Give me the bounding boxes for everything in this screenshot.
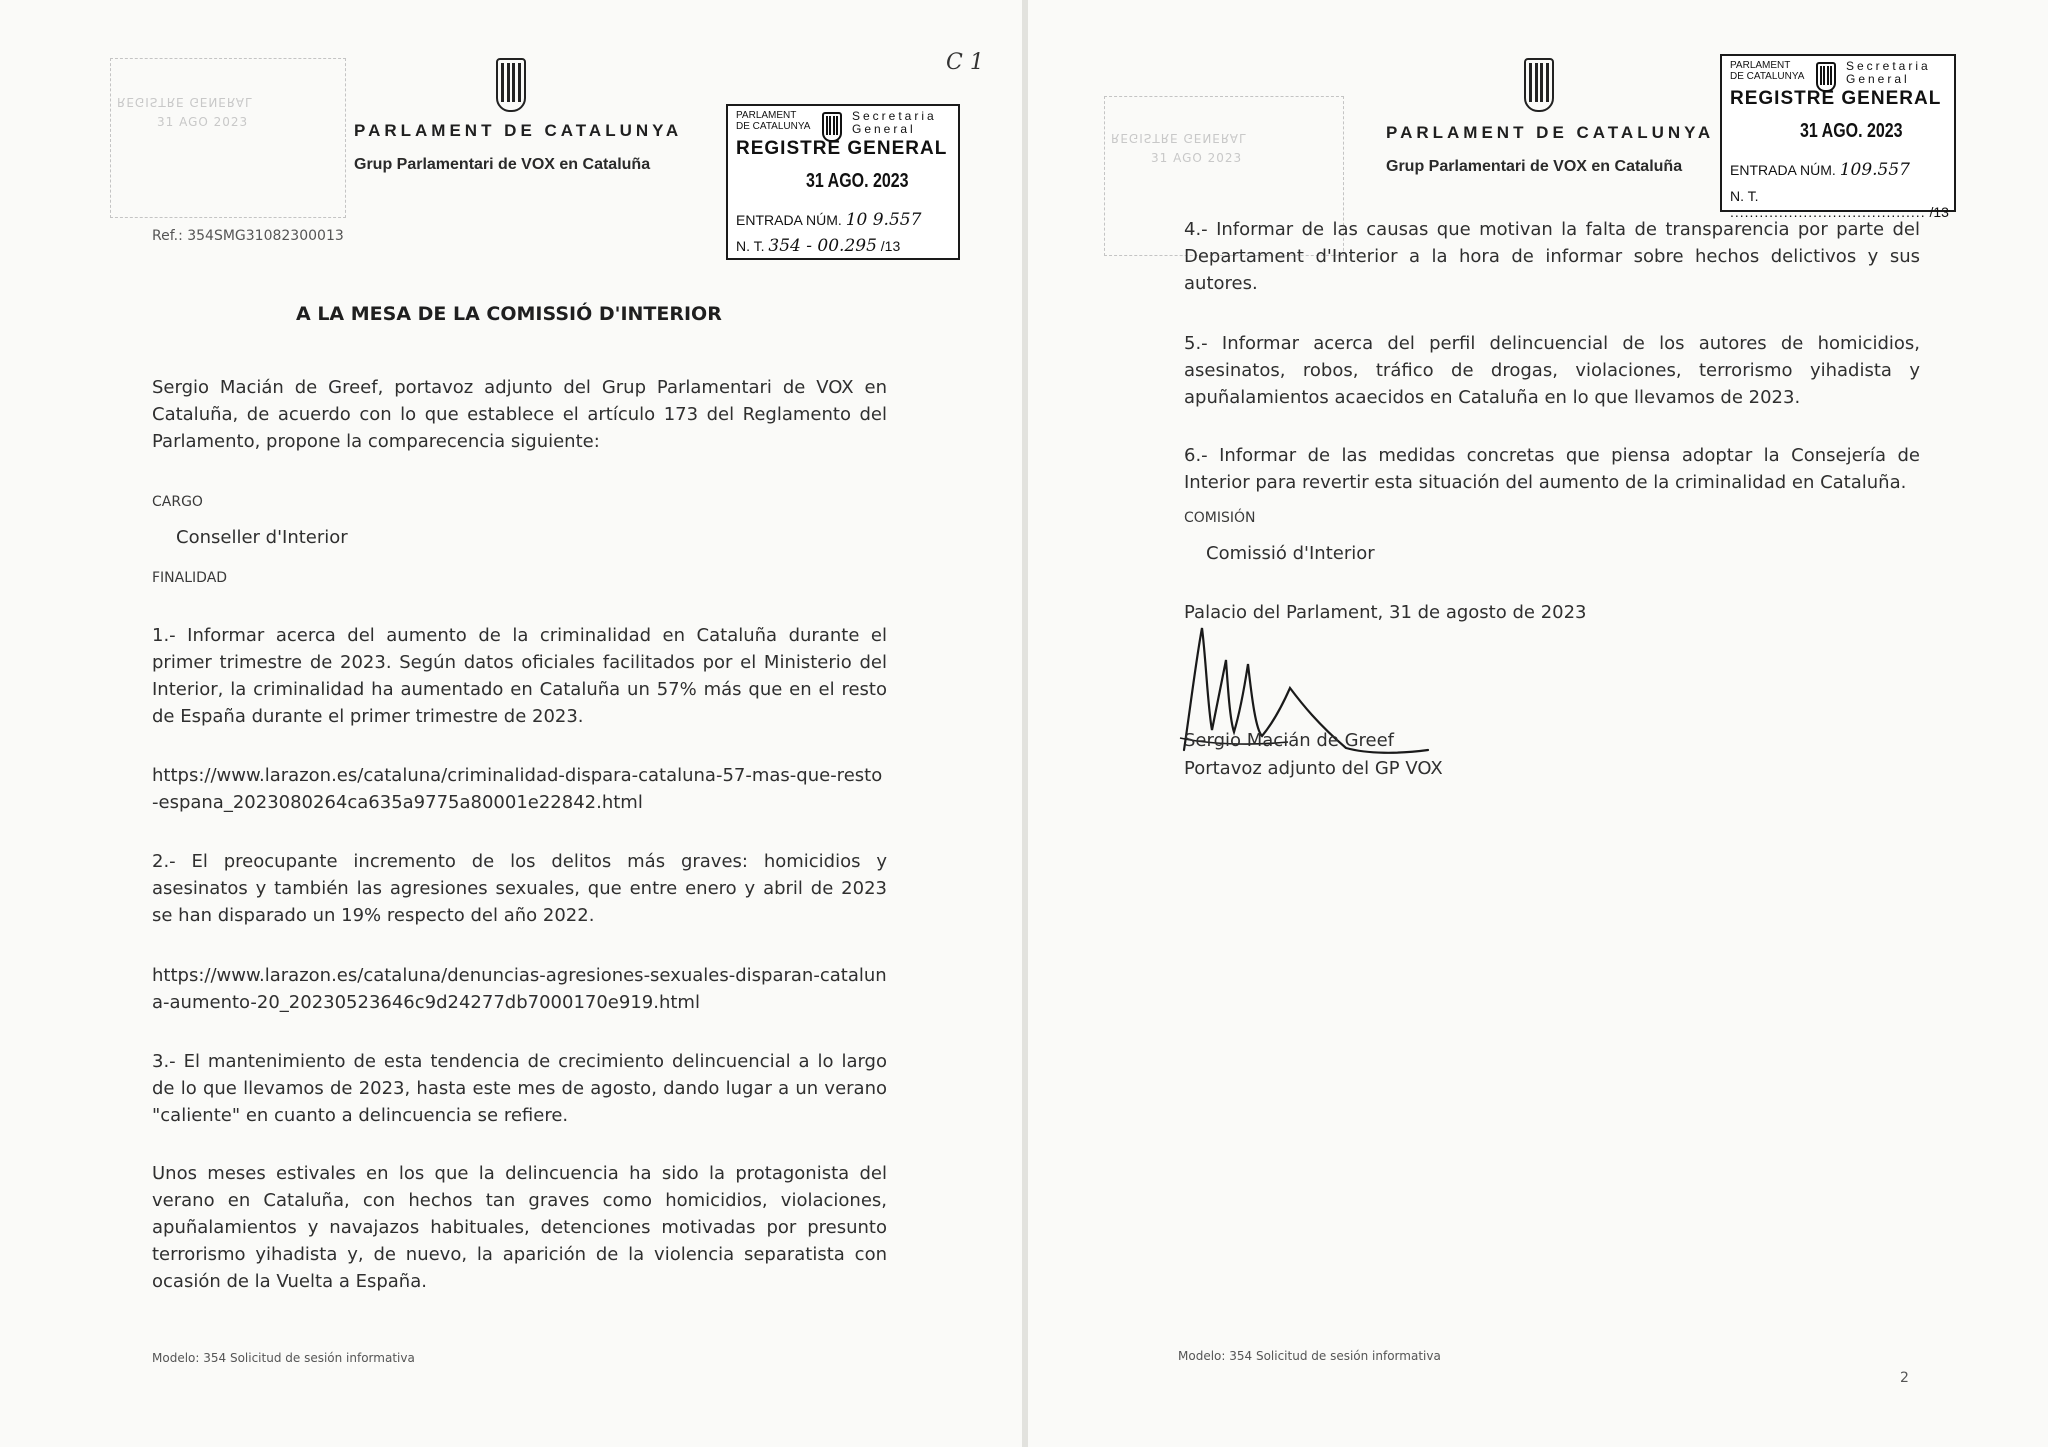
point-5-paragraph: 5.- Informar acerca del perfil delincuencial de los autores de homicidios, asesinatos, robos, tráfico de drogas, violaciones, terrorismo yihadista y apuñalamientos acaecidos en Cataluña en lo que llevamos de 2023. [1184,333,1920,408]
parliament-crest-icon [1524,58,1554,112]
faint-stamp-title: REGISTRE GENERAL [117,95,253,109]
faint-stamp-title: REGISTRE GENERAL [1111,131,1247,145]
stamp-date: 31 AGO. 2023 [806,170,909,192]
faint-stamp-date: 31 AGO 2023 [1151,151,1243,165]
handwritten-corner-note: C 1 [946,50,984,75]
signer-role: Portavoz adjunto del GP VOX [1184,758,1443,779]
finalidad-label: FINALIDAD [152,570,228,586]
comision-value: Comissió d'Interior [1206,543,1375,564]
reference-number: Ref.: 354SMG31082300013 [152,228,344,244]
page-footer: Modelo: 354 Solicitud de sesión informativa [1178,1349,1441,1363]
group-name: Grup Parlamentari de VOX en Cataluña [354,156,651,173]
parliament-crest-icon [496,58,526,112]
stamp-entrada-value: 109.557 [1839,160,1910,180]
point-1-paragraph: 1.- Informar acerca del aumento de la criminalidad en Cataluña durante el primer trimestre de 2023. Según datos oficiales facilitados por el Ministerio del Interior, la criminalidad ha aumentado en Cataluña un 57% más que en el resto de España durante el primer trimestre de 2023. [152,625,887,727]
document-heading: A LA MESA DE LA COMISSIÓ D'INTERIOR [296,303,722,325]
point-3-continuation-paragraph: Unos meses estivales en los que la delincuencia ha sido la protagonista del verano en Cataluña, con hechos tan graves como homicidios, violaciones, apuñalamientos y navajazos habituales, detenciones motivadas por presunto terrorismo yihadista y, de nuevo, la aparición de la violencia separatista con ocasión de la Vuelta a España. [152,1163,887,1292]
cargo-value: Conseller d'Interior [176,527,348,548]
comision-label: COMISIÓN [1184,510,1256,526]
place-and-date: Palacio del Parlament, 31 de agosto de 2023 [1184,602,1587,623]
registre-general-stamp [1720,54,1956,220]
stamp-entrada-row [736,210,921,230]
point-3-paragraph: 3.- El mantenimiento de esta tendencia de crecimiento delincuencial a lo largo de lo que llevamos de 2023, hasta este mes de agosto, dando lugar a un verano "caliente" en cuanto a delincuencia se refiere. [152,1051,887,1126]
stamp-nt-suffix: /13 [1929,204,1949,220]
stamp-nt-suffix: /13 [880,238,901,254]
stamp-nt-label: N. T. [736,238,765,254]
group-name: Grup Parlamentari de VOX en Cataluña [1386,158,1683,175]
faint-stamp-date: 31 AGO 2023 [157,115,249,129]
faint-register-stamp [110,58,346,218]
intro-paragraph: Sergio Macián de Greef, portavoz adjunto del Grup Parlamentari de VOX en Cataluña, de acuerdo con lo que establece el artículo 173 del Reglamento del Parlamento, propone la comparecencia siguiente: [152,377,887,452]
stamp-registre-title: REGISTRE GENERAL [736,138,948,159]
stamp-nt-row [736,236,900,256]
point-2-paragraph: 2.- El preocupante incremento de los delitos más graves: homicidios y asesinatos y también las agresiones sexuales, que entre enero y abril de 2023 se han disparado un 19% respecto del año 2022. [152,851,887,926]
page-footer: Modelo: 354 Solicitud de sesión informativa [152,1351,415,1365]
stamp-nt-label: N. T. [1730,188,1759,204]
stamp-secretaria-label: Secretaria General [852,109,937,136]
signer-name: Sergio Macián de Greef [1184,730,1395,751]
stamp-entrada-value: 10 9.557 [845,210,922,230]
point-6-paragraph: 6.- Informar de las medidas concretas que piensa adoptar la Consejería de Interior para revertir esta situación del aumento de la criminalidad en Cataluña. [1184,445,1920,493]
stamp-parlament-label: PARLAMENT DE CATALUNYA [1730,60,1805,82]
parliament-name: PARLAMENT DE CATALUNYA [1386,123,1715,142]
stamp-entrada-label: ENTRADA NÚM. [736,212,842,228]
source-link-2[interactable]: https://www.larazon.es/cataluna/denuncias-agresiones-sexuales-disparan-cataluna-aumento-20_20230523646c9d24277db7000170e919.html [152,965,887,1013]
stamp-secretaria-label: Secretaria General [1846,59,1931,86]
stamp-entrada-row [1730,160,1910,180]
stamp-nt-dots: ........................................ [1730,204,1926,220]
document-page-1 [0,0,1022,1447]
stamp-parlament-label: PARLAMENT DE CATALUNYA [736,110,811,132]
point-4-paragraph: 4.- Informar de las causas que motivan la falta de transparencia por parte del Departament d'Interior a la hora de informar sobre hechos delictivos y sus autores. [1184,219,1920,294]
source-link-1[interactable]: https://www.larazon.es/cataluna/criminalidad-dispara-cataluna-57-mas-que-resto-espana_2023080264ca635a9775a80001e22842.html [152,765,883,813]
parliament-name: PARLAMENT DE CATALUNYA [354,121,683,140]
cargo-label: CARGO [152,494,203,510]
document-page-2 [1028,0,2048,1447]
stamp-date: 31 AGO. 2023 [1800,120,1903,142]
page-number: 2 [1900,1370,1909,1386]
registre-general-stamp [726,104,960,260]
stamp-registre-title: REGISTRE GENERAL [1730,88,1942,109]
stamp-nt-value: 354 - 00.295 [768,236,877,256]
stamp-entrada-label: ENTRADA NÚM. [1730,162,1836,178]
